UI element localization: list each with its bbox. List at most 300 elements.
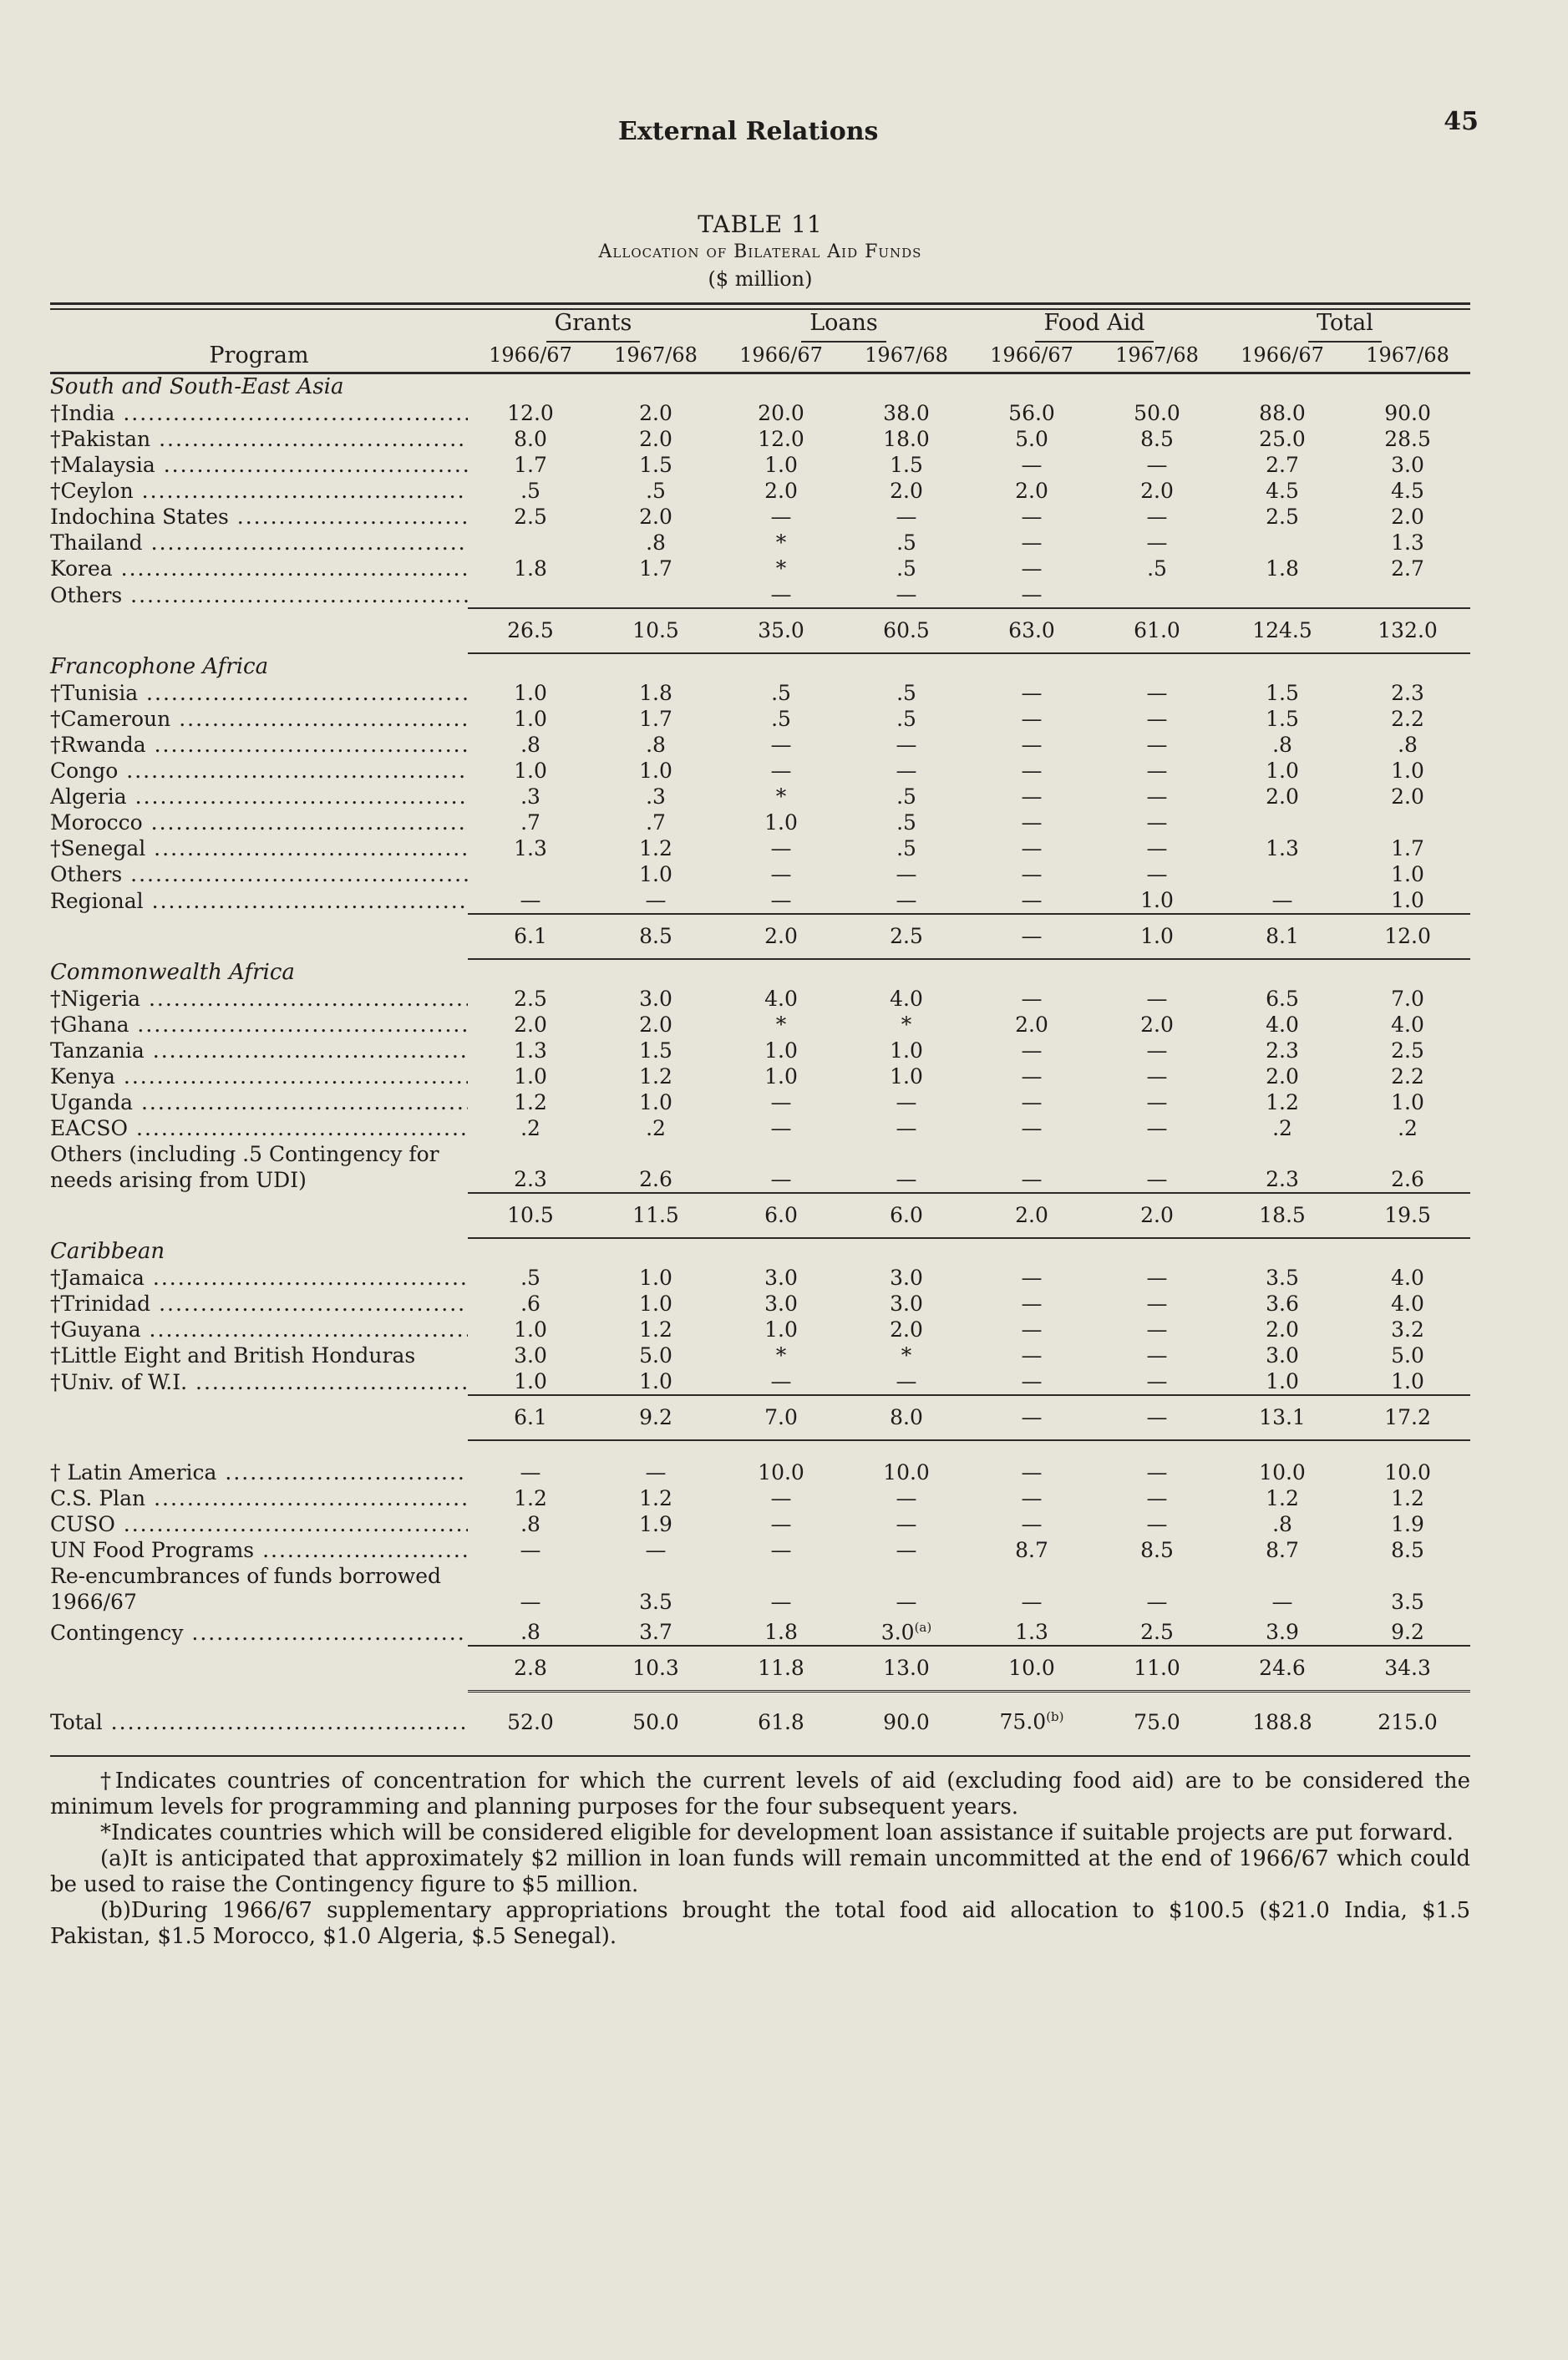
value-cell: 3.0 xyxy=(639,987,672,1011)
table-row xyxy=(50,810,1470,835)
value-cell: 1.0 xyxy=(514,707,547,731)
value-cell: 1.0 xyxy=(764,1317,798,1342)
value-cell: — xyxy=(896,733,917,757)
row-label-text: Uganda ..... xyxy=(50,1090,468,1114)
subtotal-cell: 17.2 xyxy=(1345,1395,1470,1440)
row-label-text: † Latin America ..... xyxy=(50,1460,468,1485)
value-cell: 2.5 xyxy=(514,505,547,529)
footnote-marker: (a) xyxy=(914,1620,932,1635)
row-label-text: †Malaysia ..... xyxy=(50,453,468,477)
value-cell: — xyxy=(1146,1590,1168,1614)
value-cell: 4.0 xyxy=(890,987,923,1011)
value-cell: 8.5 xyxy=(1391,1538,1424,1562)
value-cell xyxy=(1220,810,1345,835)
value-cell: 1.0 xyxy=(1391,862,1424,886)
value-cell: 25.0 xyxy=(1259,427,1306,451)
value-cell: 9.2 xyxy=(1391,1620,1424,1645)
value-cell: 3.5 xyxy=(639,1590,672,1614)
value-cell: — xyxy=(1021,862,1043,886)
value-cell: 4.0 xyxy=(1391,1292,1424,1316)
grand-total-cell: 75.0 xyxy=(1094,1692,1220,1747)
value-cell: 6.5 xyxy=(1266,987,1299,1011)
year-header: 1967/68 xyxy=(1115,343,1199,367)
row-label-text: †Pakistan ..... xyxy=(50,427,468,451)
grand-total-cell: 75.0$^{(b)}$ xyxy=(969,1692,1094,1747)
value-cell: — xyxy=(770,862,792,886)
row-label xyxy=(50,1012,468,1038)
value-cell: — xyxy=(1021,1369,1043,1393)
value-cell: 10.0 xyxy=(758,1460,804,1485)
grand-total-row xyxy=(50,1692,1470,1747)
subtotal-cell: 26.5 xyxy=(468,608,593,653)
subtotal-label xyxy=(50,1193,468,1238)
table-row xyxy=(50,1115,1470,1141)
value-cell: — xyxy=(1021,1167,1043,1191)
row-label xyxy=(50,1317,468,1342)
value-cell: — xyxy=(770,1538,792,1562)
value-cell: 1.0 xyxy=(514,1317,547,1342)
table-row xyxy=(50,1511,1470,1537)
value-cell: — xyxy=(1146,1038,1168,1063)
group-header-label: Total xyxy=(1308,310,1382,343)
value-cell: — xyxy=(1146,1317,1168,1342)
footnote: (a)It is anticipated that approximately $2 million in loan funds will remain uncommitted at the end of 1966/67 which could be used to raise the Contingency figure to $5 million. xyxy=(50,1845,1470,1897)
year-header: 1967/68 xyxy=(865,343,948,367)
value-cell: — xyxy=(896,582,917,606)
value-cell: 1.0 xyxy=(514,681,547,705)
table-row xyxy=(50,504,1470,530)
value-cell: — xyxy=(770,1512,792,1536)
value-cell: .8 xyxy=(520,733,540,757)
value-cell: 3.0 xyxy=(890,1266,923,1290)
value-cell: 12.0 xyxy=(758,427,804,451)
program-column-header: Program xyxy=(209,343,309,368)
value-cell: 2.7 xyxy=(1391,556,1424,581)
row-label xyxy=(50,530,468,556)
row-label xyxy=(50,400,468,426)
value-cell: 5.0 xyxy=(1391,1343,1424,1368)
value-cell: 1.0 xyxy=(764,453,798,477)
value-cell: — xyxy=(1021,1266,1043,1290)
value-cell: — xyxy=(770,1369,792,1393)
subtotal-label xyxy=(50,1395,468,1440)
value-cell: 1.0 xyxy=(1266,759,1299,783)
subtotal-cell: — xyxy=(969,1395,1094,1440)
row-label-text: CUSO ..... xyxy=(50,1512,468,1536)
table-unit: ($ million) xyxy=(708,267,813,291)
value-cell: 4.5 xyxy=(1391,479,1424,503)
value-cell: — xyxy=(1146,1116,1168,1140)
value-cell: — xyxy=(896,1590,917,1614)
table-row xyxy=(50,478,1470,504)
value-cell: 1.5 xyxy=(1266,707,1299,731)
footnote-marker: (b) xyxy=(1046,1709,1064,1725)
value-cell: 1.0 xyxy=(764,1064,798,1089)
value-cell: — xyxy=(1146,707,1168,731)
value-cell: 1.7 xyxy=(639,707,672,731)
value-cell: — xyxy=(1021,1038,1043,1063)
value-cell xyxy=(1220,530,1345,556)
value-cell: 1.5 xyxy=(639,453,672,477)
table-row xyxy=(50,861,1470,887)
value-cell: — xyxy=(770,759,792,783)
table-number: TABLE 11 xyxy=(698,211,823,238)
row-label xyxy=(50,1485,468,1511)
subtotal-cell: 2.0 xyxy=(969,1193,1094,1238)
value-cell: 3.2 xyxy=(1391,1317,1424,1342)
row-label-text: †Ceylon ..... xyxy=(50,479,468,503)
value-cell: 1.0 xyxy=(1266,1369,1299,1393)
value-cell: — xyxy=(770,505,792,529)
row-label xyxy=(50,887,468,914)
document-page xyxy=(50,92,1479,1950)
subtotal-cell: 61.0 xyxy=(1094,608,1220,653)
value-cell: — xyxy=(1146,784,1168,809)
value-cell: 2.0 xyxy=(1391,784,1424,809)
value-cell: — xyxy=(1021,1090,1043,1114)
value-cell: 1.0 xyxy=(890,1038,923,1063)
value-cell: 1.8 xyxy=(1266,556,1299,581)
grand-total-label xyxy=(50,1692,468,1747)
value-cell: — xyxy=(1146,453,1168,477)
value-cell: .5 xyxy=(896,530,916,555)
value-cell: 1.0 xyxy=(514,1064,547,1089)
value-cell: 1.2 xyxy=(639,1064,672,1089)
value-cell: 2.6 xyxy=(639,1167,672,1191)
table-row xyxy=(50,887,1470,914)
row-label xyxy=(50,504,468,530)
value-cell: 2.0 xyxy=(639,1013,672,1037)
row-label-text: †Rwanda ..... xyxy=(50,733,468,757)
value-cell: — xyxy=(1021,1064,1043,1089)
value-cell: — xyxy=(896,888,917,912)
table-title: Allocation of Bilateral Aid Funds xyxy=(598,241,922,262)
value-cell: .3 xyxy=(646,784,666,809)
section-heading-row xyxy=(50,959,1470,986)
value-cell: 3.0 xyxy=(1391,453,1424,477)
value-cell: 1.5 xyxy=(890,453,923,477)
subtotal-cell: 9.2 xyxy=(593,1395,718,1440)
grand-total-label-text: Total ..... xyxy=(50,1710,468,1734)
value-cell: — xyxy=(1146,1512,1168,1536)
value-cell: — xyxy=(645,1460,667,1485)
value-cell: 1.9 xyxy=(1391,1512,1424,1536)
value-cell: — xyxy=(1021,707,1043,731)
row-label-text: †Guyana ..... xyxy=(50,1317,468,1342)
value-cell: 50.0 xyxy=(1134,401,1180,425)
value-cell: 1.3 xyxy=(1015,1620,1048,1645)
value-cell: — xyxy=(1146,530,1168,555)
subtotal-cell: 124.5 xyxy=(1220,608,1345,653)
value-cell: — xyxy=(770,1090,792,1114)
value-cell: .6 xyxy=(520,1292,540,1316)
subtotal-cell: 11.8 xyxy=(718,1646,844,1692)
subtotal-row xyxy=(50,1646,1470,1692)
value-cell: * xyxy=(901,1013,912,1037)
value-cell: .5 xyxy=(896,810,916,835)
value-cell: .8 xyxy=(1398,733,1418,757)
value-cell: — xyxy=(520,888,541,912)
value-cell: .2 xyxy=(1272,1116,1292,1140)
grand-total-cell: 50.0 xyxy=(593,1692,718,1747)
group-header xyxy=(468,310,718,343)
value-cell: 3.5 xyxy=(1266,1266,1299,1290)
row-label xyxy=(50,835,468,861)
value-cell: — xyxy=(1021,1590,1043,1614)
value-cell: — xyxy=(1146,505,1168,529)
value-cell: 2.0 xyxy=(890,479,923,503)
value-cell: — xyxy=(1146,810,1168,835)
row-label xyxy=(50,1141,468,1193)
value-cell: 2.0 xyxy=(639,427,672,451)
table-caption xyxy=(50,211,1470,291)
row-label-text: EACSO ..... xyxy=(50,1116,468,1140)
subtotal-cell: 11.5 xyxy=(593,1193,718,1238)
value-cell: 1.8 xyxy=(764,1620,798,1645)
value-cell: 1.0 xyxy=(890,1064,923,1089)
value-cell: 1.2 xyxy=(639,1486,672,1510)
value-cell: — xyxy=(896,1538,917,1562)
value-cell: .8 xyxy=(520,1620,540,1645)
page-number: 45 xyxy=(1444,107,1479,136)
value-cell: 1.2 xyxy=(514,1090,547,1114)
row-label-text: Korea ..... xyxy=(50,556,468,581)
value-cell: — xyxy=(1146,759,1168,783)
value-cell: — xyxy=(1021,1317,1043,1342)
value-cell: — xyxy=(896,1167,917,1191)
value-cell: — xyxy=(1146,1369,1168,1393)
value-cell: — xyxy=(520,1538,541,1562)
value-cell: — xyxy=(1021,453,1043,477)
value-cell: — xyxy=(896,1512,917,1536)
value-cell: 4.0 xyxy=(1391,1013,1424,1037)
value-cell: — xyxy=(896,862,917,886)
value-cell: 1.8 xyxy=(514,556,547,581)
row-label xyxy=(50,1063,468,1089)
table-row xyxy=(50,1012,1470,1038)
table-row xyxy=(50,706,1470,732)
value-cell: 1.3 xyxy=(514,1038,547,1063)
row-label-text: Others ..... xyxy=(50,583,468,607)
value-cell: — xyxy=(1146,836,1168,860)
value-cell: 4.0 xyxy=(764,987,798,1011)
value-cell: 1.5 xyxy=(1266,681,1299,705)
subtotal-cell: 19.5 xyxy=(1345,1193,1470,1238)
subtotal-cell: 60.5 xyxy=(844,608,969,653)
subtotal-row xyxy=(50,914,1470,959)
value-cell xyxy=(1220,861,1345,887)
running-head: External Relations xyxy=(618,117,879,146)
value-cell: 1.5 xyxy=(639,1038,672,1063)
row-label-text: †Cameroun ..... xyxy=(50,707,468,731)
value-cell: — xyxy=(896,1090,917,1114)
value-cell: .5 xyxy=(520,479,540,503)
value-cell: — xyxy=(645,888,667,912)
subtotal-cell: 10.3 xyxy=(593,1646,718,1692)
value-cell: 3.7 xyxy=(639,1620,672,1645)
subtotal-row xyxy=(50,1193,1470,1238)
value-cell: 2.0 xyxy=(639,505,672,529)
row-label xyxy=(50,1265,468,1291)
value-cell: .2 xyxy=(520,1116,540,1140)
row-label xyxy=(50,861,468,887)
value-cell: — xyxy=(1146,1266,1168,1290)
value-cell: 8.7 xyxy=(1266,1538,1299,1562)
value-cell: 7.0 xyxy=(1391,987,1424,1011)
value-cell: .7 xyxy=(520,810,540,835)
row-label xyxy=(50,1615,468,1646)
value-cell: .8 xyxy=(646,530,666,555)
value-cell: 8.5 xyxy=(1140,427,1174,451)
value-cell: .5 xyxy=(520,1266,540,1290)
value-cell: — xyxy=(1021,530,1043,555)
table-row xyxy=(50,784,1470,810)
subtotal-cell: 6.1 xyxy=(468,914,593,959)
row-label-text: †Ghana ..... xyxy=(50,1013,468,1037)
row-label xyxy=(50,581,468,608)
value-cell: 4.0 xyxy=(1266,1013,1299,1037)
value-cell: 1.0 xyxy=(1140,888,1174,912)
value-cell: 1.0 xyxy=(514,759,547,783)
value-cell: — xyxy=(770,733,792,757)
subtotal-cell: 18.5 xyxy=(1220,1193,1345,1238)
value-cell xyxy=(1345,810,1470,835)
value-cell: * xyxy=(775,784,787,809)
year-header: 1966/67 xyxy=(1241,343,1324,367)
value-cell: — xyxy=(1021,1116,1043,1140)
table-row xyxy=(50,1537,1470,1563)
row-label-text: UN Food Programs ..... xyxy=(50,1538,468,1562)
value-cell: 3.6 xyxy=(1266,1292,1299,1316)
subtotal-cell: 8.1 xyxy=(1220,914,1345,959)
row-label xyxy=(50,732,468,758)
value-cell: 10.0 xyxy=(883,1460,930,1485)
subtotal-cell: 6.1 xyxy=(468,1395,593,1440)
value-cell: 12.0 xyxy=(507,401,554,425)
value-cell: — xyxy=(1146,1460,1168,1485)
table-row xyxy=(50,426,1470,452)
section-heading: Caribbean xyxy=(50,1239,165,1264)
table-row xyxy=(50,530,1470,556)
table-row xyxy=(50,452,1470,478)
value-cell: — xyxy=(1146,1292,1168,1316)
value-cell: 1.9 xyxy=(639,1512,672,1536)
row-label-text: †Univ. of W.I. ..... xyxy=(50,1370,468,1394)
value-cell: — xyxy=(896,1486,917,1510)
row-label-text: Others ..... xyxy=(50,862,468,886)
page-header xyxy=(50,92,1479,159)
value-cell: 2.6 xyxy=(1391,1167,1424,1191)
row-label xyxy=(50,556,468,581)
row-label-text: Others (including .5 Contingency for needs arising from UDI) xyxy=(50,1142,439,1192)
value-cell: — xyxy=(1021,1512,1043,1536)
subtotal-cell: 10.0 xyxy=(969,1646,1094,1692)
row-label xyxy=(50,1115,468,1141)
group-header xyxy=(718,310,969,343)
subtotal-cell: 11.0 xyxy=(1094,1646,1220,1692)
value-cell: 1.2 xyxy=(514,1486,547,1510)
value-cell: 1.2 xyxy=(1266,1090,1299,1114)
row-label-text: Contingency ..... xyxy=(50,1621,468,1645)
row-label-text: †Tunisia ..... xyxy=(50,681,468,705)
value-cell: 10.0 xyxy=(1384,1460,1431,1485)
value-cell: 1.8 xyxy=(639,681,672,705)
value-cell: 2.7 xyxy=(1266,453,1299,477)
value-cell: 2.0 xyxy=(1266,784,1299,809)
value-cell: — xyxy=(1021,836,1043,860)
row-label-text: †Nigeria ..... xyxy=(50,987,468,1011)
subtotal-cell: 63.0 xyxy=(969,608,1094,653)
value-cell: — xyxy=(1021,505,1043,529)
value-cell: .3 xyxy=(520,784,540,809)
value-cell: — xyxy=(896,1116,917,1140)
group-header-label: Loans xyxy=(801,310,886,343)
value-cell xyxy=(468,861,593,887)
row-label xyxy=(50,1511,468,1537)
subtotal-cell: 2.8 xyxy=(468,1646,593,1692)
value-cell xyxy=(468,530,593,556)
value-cell: — xyxy=(1021,759,1043,783)
row-label-text: Indochina States ..... xyxy=(50,505,468,529)
value-cell: 1.0 xyxy=(639,1369,672,1393)
value-cell: 1.7 xyxy=(639,556,672,581)
subtotal-cell: — xyxy=(969,914,1094,959)
spacer xyxy=(50,1440,1470,1459)
value-cell: .8 xyxy=(1272,733,1292,757)
value-cell: — xyxy=(1146,862,1168,886)
value-cell: .7 xyxy=(646,810,666,835)
subtotal-cell: 8.5 xyxy=(593,914,718,959)
grand-total-cell: 61.8 xyxy=(718,1692,844,1747)
value-cell: .5 xyxy=(771,681,791,705)
grand-total-cell: 52.0 xyxy=(468,1692,593,1747)
value-cell: * xyxy=(775,556,787,581)
year-header: 1966/67 xyxy=(739,343,823,367)
section-heading: Commonwealth Africa xyxy=(50,960,295,985)
subtotal-label xyxy=(50,914,468,959)
value-cell: 2.3 xyxy=(1266,1038,1299,1063)
value-cell: .8 xyxy=(520,1512,540,1536)
value-cell: 2.2 xyxy=(1391,707,1424,731)
value-cell: 8.5 xyxy=(1140,1538,1174,1562)
value-cell: 2.0 xyxy=(1015,479,1048,503)
value-cell: 1.0 xyxy=(514,1369,547,1393)
value-cell: — xyxy=(1146,1486,1168,1510)
footnote: (b)During 1966/67 supplementary appropriations brought the total food aid allocation to $100.5 ($21.0 India, $1.5 Pakistan, $1.5 Morocco, $1.0 Algeria, $.5 Senegal). xyxy=(50,1897,1470,1949)
footnote-rule xyxy=(50,1755,1470,1757)
table-row xyxy=(50,1615,1470,1646)
value-cell: 1.3 xyxy=(1391,530,1424,555)
subtotal-label xyxy=(50,1646,468,1692)
value-cell: — xyxy=(1021,733,1043,757)
table-row xyxy=(50,680,1470,706)
value-cell: .5 xyxy=(646,479,666,503)
value-cell: 1.2 xyxy=(639,836,672,860)
subtotal-cell: 13.1 xyxy=(1220,1395,1345,1440)
value-cell: * xyxy=(775,1343,787,1368)
value-cell: 2.5 xyxy=(1266,505,1299,529)
value-cell: — xyxy=(1021,1343,1043,1368)
value-cell: .5 xyxy=(896,784,916,809)
value-cell: — xyxy=(1271,888,1293,912)
value-cell: — xyxy=(520,1460,541,1485)
value-cell: 5.0 xyxy=(1015,427,1048,451)
table-row xyxy=(50,1063,1470,1089)
section-heading-row xyxy=(50,1238,1470,1265)
value-cell: — xyxy=(1271,1590,1293,1614)
row-label-text: Thailand ..... xyxy=(50,530,468,555)
value-cell: .8 xyxy=(1272,1512,1292,1536)
